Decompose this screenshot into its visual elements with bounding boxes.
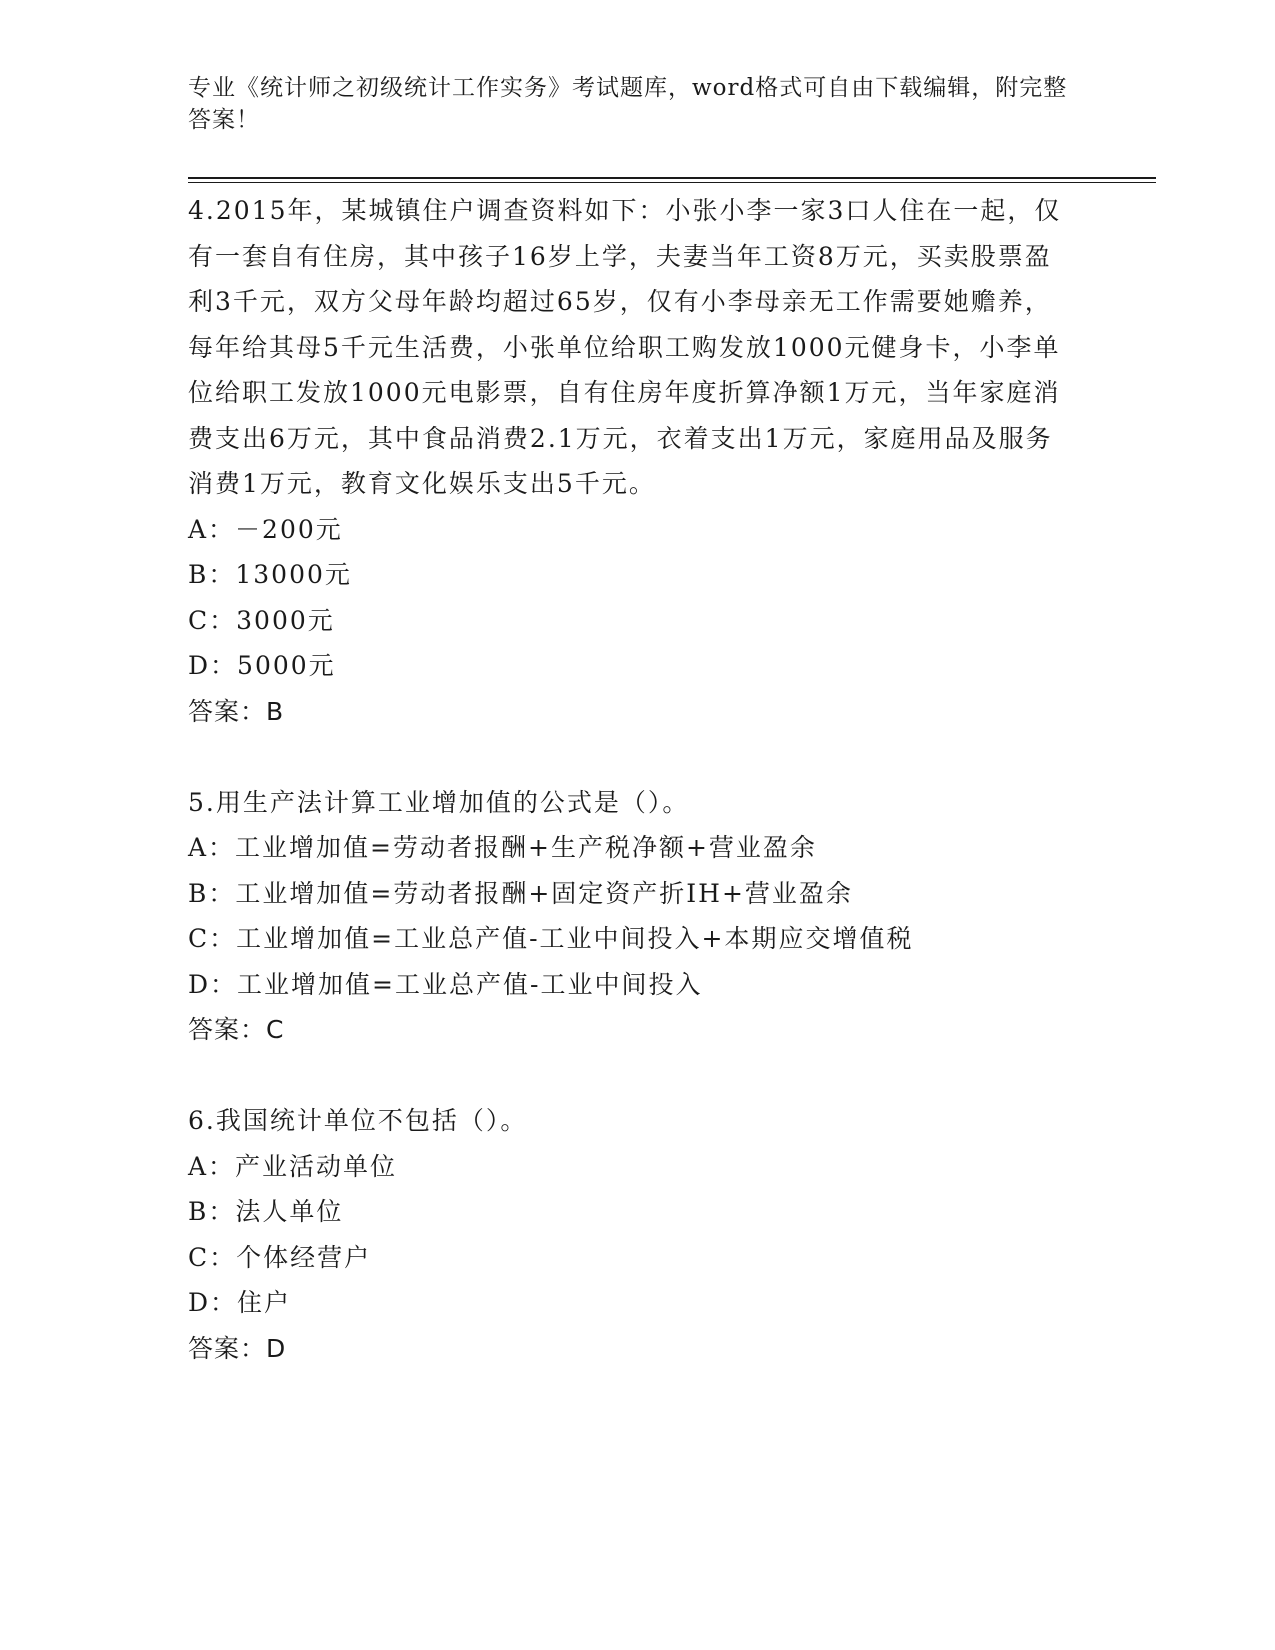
option-b: B：法人单位 — [188, 1197, 344, 1226]
header-divider-thick — [188, 177, 1156, 179]
option-c: C：3000元 — [188, 605, 335, 635]
option-b: B：工业增加值=劳动者报酬+固定资产折IH+营业盈余 — [188, 878, 853, 908]
answer-line: 答案：D — [188, 1333, 287, 1363]
question-list — [188, 188, 1068, 1371]
option-a: A：工业增加值=劳动者报酬+生产税净额+营业盈余 — [188, 833, 817, 862]
question-5 — [188, 780, 1068, 1053]
option-c: C：个体经营户 — [188, 1242, 372, 1272]
header-divider-thin — [188, 182, 1156, 183]
answer-line: 答案：C — [188, 1015, 285, 1044]
question-spacer — [188, 1053, 1068, 1099]
option-d: D：5000元 — [188, 651, 336, 680]
question-spacer — [188, 734, 1068, 780]
answer-line: 答案：B — [188, 696, 285, 726]
question-6 — [188, 1098, 1068, 1371]
question-stem: 4.2015年，某城镇住户调查资料如下：小张小李一家3口人住在一起，仅有一套自有住房，其中孩子16岁上学，夫妻当年工资8万元，买卖股票盈利3千元，双方父母年龄均超过65岁，仅有小李母亲无工作需要她赡养，每年给其母5千元生活费，小张单位给职工购发放1000元健身卡，小李单位给职工发放1000元电影票，自有住房年度折算净额1万元，当年家庭消费支出6万元，其中食品消费2.1万元，衣着支出1万元，家庭用品及服务消费1万元，教育文化娱乐支出5千元。 — [188, 196, 1062, 498]
question-stem: 5.用生产法计算工业增加值的公式是（）。 — [188, 787, 690, 817]
option-d: D：工业增加值=工业总产值-工业中间投入 — [188, 969, 703, 999]
option-d: D：住户 — [188, 1288, 292, 1317]
document-header: 专业《统计师之初级统计工作实务》考试题库，word格式可自由下载编辑，附完整答案！ — [188, 75, 1068, 133]
option-a: A：产业活动单位 — [188, 1151, 398, 1181]
option-b: B：13000元 — [188, 560, 352, 589]
question-stem: 6.我国统计单位不包括（）。 — [188, 1106, 528, 1135]
question-4 — [188, 188, 1068, 734]
option-a: A：－200元 — [188, 514, 343, 544]
option-c: C：工业增加值=工业总产值-工业中间投入+本期应交增值税 — [188, 924, 914, 953]
